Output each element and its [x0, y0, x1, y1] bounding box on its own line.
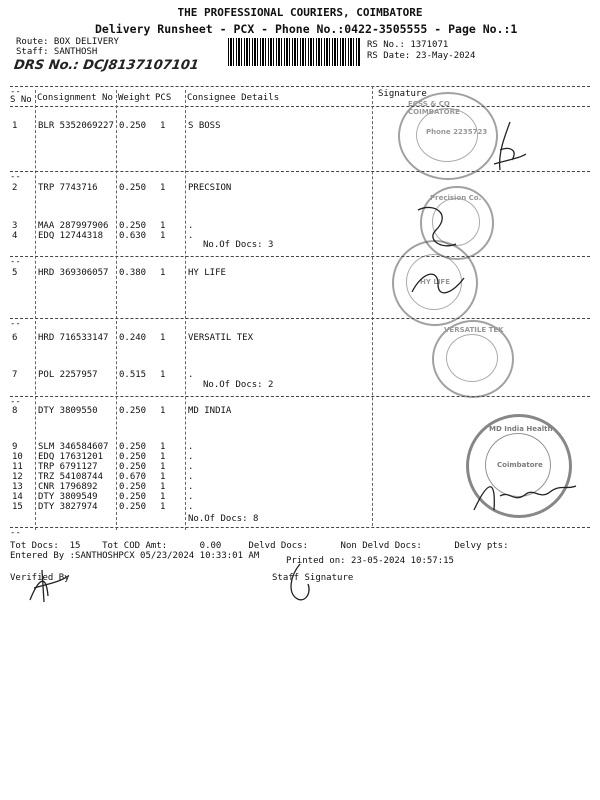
row-consignment: DTY 3809550 [38, 406, 98, 416]
divider [10, 396, 590, 397]
separator-mark: -- [10, 319, 21, 329]
row-consignee: MD INDIA [188, 406, 232, 416]
row-sno: 3 [12, 221, 18, 231]
divider [10, 256, 590, 257]
docs-count: No.Of Docs: 3 [203, 240, 274, 250]
row-consignment: CNR 1796892 [38, 482, 98, 492]
col-header-pcs: PCS [155, 93, 172, 103]
row-sno: 15 [12, 502, 23, 512]
row-sno: 4 [12, 231, 18, 241]
row-consignee: . [188, 370, 194, 380]
company-stamp: MD India Health Coimbatore [466, 414, 572, 518]
totals-line: Tot Docs: 15 Tot COD Amt: 0.00 Delvd Docs: Non Delvd Docs: Delvy pts: [10, 541, 509, 551]
row-pcs: 1 [160, 221, 166, 231]
separator-mark: -- [10, 172, 21, 182]
staff-label: Staff: SANTHOSH [16, 47, 98, 57]
row-sno: 12 [12, 472, 23, 482]
row-consignee: . [188, 472, 194, 482]
col-header-consignment: Consignment No [37, 93, 113, 103]
row-weight: 0.250 [119, 442, 147, 452]
row-consignment: EDQ 12744318 [38, 231, 104, 241]
printed-on: Printed on: 23-05-2024 10:57:15 [286, 556, 454, 566]
row-sno: 8 [12, 406, 18, 416]
column-line [116, 90, 117, 530]
rs-number: RS No.: 1371071 [367, 40, 449, 50]
row-pcs: 1 [160, 370, 166, 380]
row-weight: 0.250 [119, 452, 147, 462]
docs-count: No.Of Docs: 2 [203, 380, 274, 390]
row-consignment: MAA 287997906 [38, 221, 109, 231]
row-sno: 1 [12, 121, 18, 131]
row-consignment: DTY 3809549 [38, 492, 98, 502]
company-stamp: ECSS & CO COIMBATORE Phone 2235723 [398, 92, 498, 180]
row-consignee: . [188, 221, 194, 231]
row-consignee: . [188, 482, 194, 492]
row-consignee: . [188, 452, 194, 462]
verified-signature [24, 566, 74, 606]
separator-mark: -- [10, 87, 21, 97]
divider [10, 86, 590, 87]
row-consignment: TRP 7743716 [38, 183, 98, 193]
staff-signature [282, 562, 322, 606]
col-header-sno: S No [10, 95, 32, 105]
row-consignment: BLR 5352069227 [38, 121, 114, 131]
col-header-signature: Signature [378, 89, 427, 99]
row-weight: 0.250 [119, 221, 147, 231]
row-consignment: TRP 6791127 [38, 462, 98, 472]
company-name: THE PROFESSIONAL COURIERS, COIMBATORE [177, 6, 423, 19]
row-consignment: EDQ 17631201 [38, 452, 104, 462]
row-weight: 0.250 [119, 183, 147, 193]
row-weight: 0.630 [119, 231, 147, 241]
row-pcs: 1 [160, 268, 166, 278]
row-consignee: . [188, 442, 194, 452]
route-label: Route: BOX DELIVERY [16, 37, 119, 47]
signature-mark [412, 200, 462, 260]
drs-number: DRS No.: DCJ8137107101 [12, 58, 200, 73]
row-consignee: . [188, 492, 194, 502]
row-pcs: 1 [160, 462, 166, 472]
col-header-consignee: Consignee Details [187, 93, 280, 103]
row-consignee: . [188, 462, 194, 472]
row-weight: 0.515 [119, 370, 147, 380]
separator-mark: -- [10, 257, 21, 267]
row-weight: 0.250 [119, 492, 147, 502]
row-weight: 0.250 [119, 502, 147, 512]
company-stamp: HY LIFE [392, 240, 478, 326]
company-stamp: Precision Co. [420, 186, 494, 260]
row-consignee: VERSATIL TEX [188, 333, 254, 343]
column-line [35, 90, 36, 530]
company-stamp: VERSATILE TEK [432, 320, 514, 398]
divider [10, 106, 590, 107]
row-pcs: 1 [160, 121, 166, 131]
signature-mark [490, 120, 530, 180]
verified-by-label: Verified By [10, 573, 70, 583]
row-pcs: 1 [160, 452, 166, 462]
row-consignee: PRECSION [188, 183, 232, 193]
row-consignee: . [188, 502, 194, 512]
row-consignment: TRZ 54108744 [38, 472, 104, 482]
row-consignment: DTY 3827974 [38, 502, 98, 512]
row-pcs: 1 [160, 183, 166, 193]
runsheet-title: Delivery Runsheet - PCX - Phone No.:0422-3505555 - Page No.:1 [95, 22, 518, 36]
row-sno: 2 [12, 183, 18, 193]
row-pcs: 1 [160, 231, 166, 241]
row-sno: 6 [12, 333, 18, 343]
staff-signature-label: Staff Signature [272, 573, 354, 583]
signature-mark [408, 262, 468, 312]
separator-mark: -- [10, 397, 21, 407]
divider [10, 527, 590, 528]
row-sno: 7 [12, 370, 18, 380]
row-sno: 5 [12, 268, 18, 278]
row-pcs: 1 [160, 442, 166, 452]
row-pcs: 1 [160, 492, 166, 502]
row-pcs: 1 [160, 502, 166, 512]
row-sno: 11 [12, 462, 23, 472]
entered-by: Entered By :SANTHOSHPCX 05/23/2024 10:33:01 AM [10, 551, 260, 561]
rs-date: RS Date: 23-May-2024 [367, 51, 476, 61]
row-sno: 13 [12, 482, 23, 492]
row-weight: 0.670 [119, 472, 147, 482]
barcode [228, 38, 360, 66]
row-consignment: HRD 716533147 [38, 333, 109, 343]
row-pcs: 1 [160, 333, 166, 343]
row-consignee: . [188, 231, 194, 241]
signature-mark [470, 470, 580, 520]
row-pcs: 1 [160, 406, 166, 416]
docs-count: No.Of Docs: 8 [188, 514, 259, 524]
separator-mark: -- [10, 528, 21, 538]
row-weight: 0.250 [119, 482, 147, 492]
row-weight: 0.250 [119, 406, 147, 416]
row-sno: 10 [12, 452, 23, 462]
column-line [372, 86, 373, 526]
row-consignee: HY LIFE [188, 268, 226, 278]
row-sno: 14 [12, 492, 23, 502]
row-pcs: 1 [160, 482, 166, 492]
row-weight: 0.250 [119, 121, 147, 131]
row-weight: 0.240 [119, 333, 147, 343]
column-line [185, 90, 186, 530]
row-pcs: 1 [160, 472, 166, 482]
row-consignee: S BOSS [188, 121, 221, 131]
row-weight: 0.380 [119, 268, 147, 278]
row-consignment: POL 2257957 [38, 370, 98, 380]
divider [10, 318, 590, 319]
row-sno: 9 [12, 442, 18, 452]
row-weight: 0.250 [119, 462, 147, 472]
row-consignment: SLM 346584607 [38, 442, 109, 452]
row-consignment: HRD 369306057 [38, 268, 109, 278]
col-header-weight: Weight [118, 93, 151, 103]
